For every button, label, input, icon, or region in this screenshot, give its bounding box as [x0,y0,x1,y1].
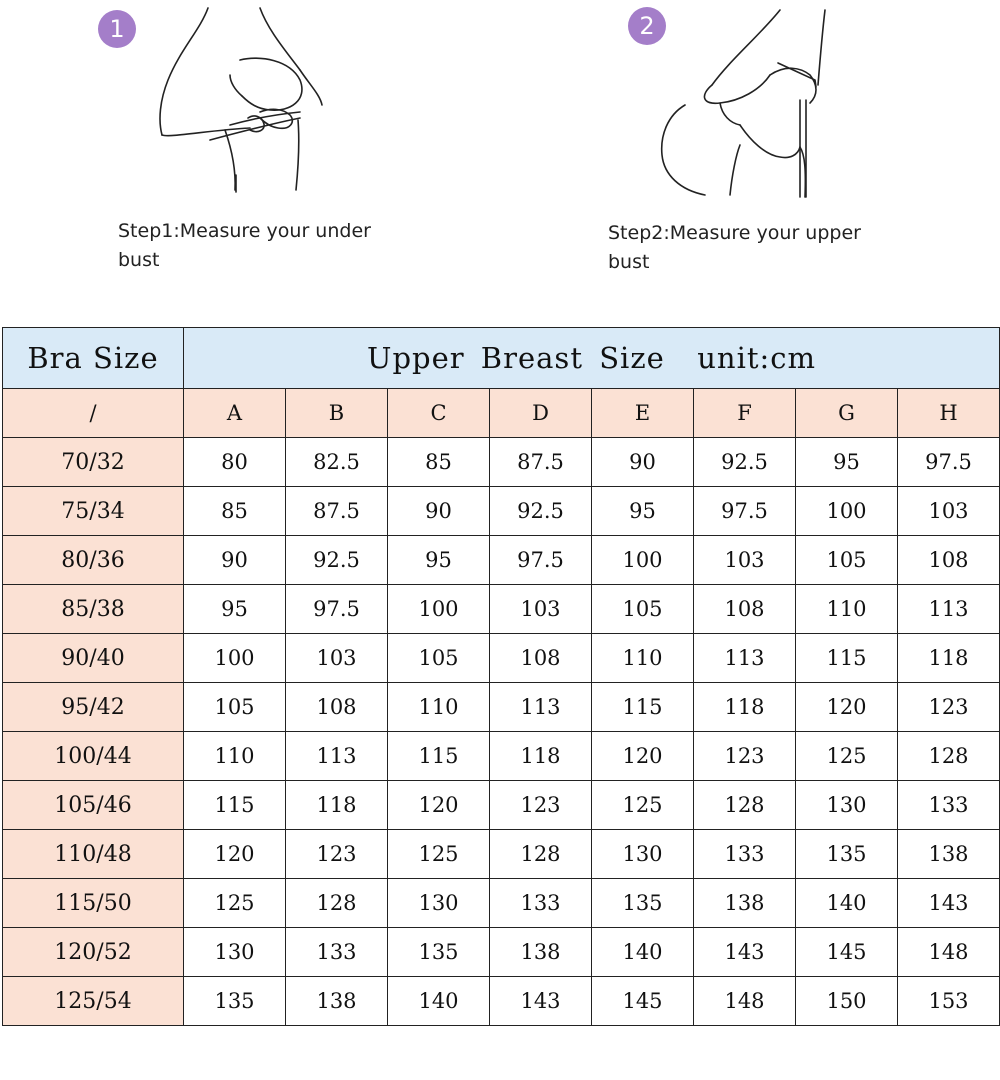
size-value-cell: 143 [694,928,796,977]
size-value-cell: 97.5 [898,438,1000,487]
band-size-cell: 70/32 [3,438,184,487]
band-size-cell: 115/50 [3,879,184,928]
size-value-cell: 123 [490,781,592,830]
upper-bust-measure-illustration [650,5,850,205]
size-value-cell: 128 [286,879,388,928]
size-value-cell: 105 [796,536,898,585]
size-value-cell: 105 [388,634,490,683]
size-value-cell: 103 [694,536,796,585]
size-value-cell: 110 [796,585,898,634]
size-value-cell: 100 [592,536,694,585]
size-value-cell: 125 [592,781,694,830]
size-value-cell: 108 [694,585,796,634]
size-value-cell: 100 [796,487,898,536]
table-row [3,830,1000,879]
size-value-cell: 95 [796,438,898,487]
size-value-cell: 123 [694,732,796,781]
size-value-cell: 125 [796,732,898,781]
size-value-cell: 148 [898,928,1000,977]
size-value-cell: 125 [388,830,490,879]
cup-header-c: C [388,389,490,438]
size-value-cell: 140 [592,928,694,977]
size-value-cell: 108 [490,634,592,683]
size-value-cell: 120 [592,732,694,781]
size-value-cell: 95 [388,536,490,585]
cup-header-g: G [796,389,898,438]
size-value-cell: 108 [286,683,388,732]
cup-header-f: F [694,389,796,438]
band-size-cell: 95/42 [3,683,184,732]
table-row [3,879,1000,928]
band-size-cell: 120/52 [3,928,184,977]
size-value-cell: 100 [388,585,490,634]
band-size-cell: 90/40 [3,634,184,683]
size-value-cell: 90 [388,487,490,536]
size-value-cell: 92.5 [286,536,388,585]
size-value-cell: 130 [184,928,286,977]
table-row [3,536,1000,585]
size-value-cell: 118 [898,634,1000,683]
size-value-cell: 85 [388,438,490,487]
cup-header-e: E [592,389,694,438]
size-value-cell: 90 [592,438,694,487]
table-row [3,634,1000,683]
size-value-cell: 97.5 [286,585,388,634]
band-size-cell: 80/36 [3,536,184,585]
size-value-cell: 110 [184,732,286,781]
size-value-cell: 105 [184,683,286,732]
size-value-cell: 145 [796,928,898,977]
size-value-cell: 115 [184,781,286,830]
size-value-cell: 123 [286,830,388,879]
size-value-cell: 120 [796,683,898,732]
step-2-caption: Step2:Measure your upper bust [608,222,861,273]
size-value-cell: 135 [796,830,898,879]
table-row [3,928,1000,977]
size-value-cell: 120 [388,781,490,830]
size-value-cell: 97.5 [694,487,796,536]
size-value-cell: 135 [184,977,286,1026]
size-value-cell: 150 [796,977,898,1026]
size-value-cell: 133 [694,830,796,879]
step-number-badge: 2 [628,7,666,45]
cup-size-header-row [3,389,1000,438]
band-size-cell: 125/54 [3,977,184,1026]
size-value-cell: 120 [184,830,286,879]
size-value-cell: 135 [592,879,694,928]
size-value-cell: 103 [898,487,1000,536]
size-value-cell: 108 [898,536,1000,585]
bra-size-header: Bra Size [3,328,184,389]
step-2 [500,0,1000,300]
table-row [3,781,1000,830]
step-1 [0,0,500,300]
size-value-cell: 140 [388,977,490,1026]
size-value-cell: 87.5 [286,487,388,536]
size-value-cell: 87.5 [490,438,592,487]
size-value-cell: 138 [490,928,592,977]
size-value-cell: 115 [388,732,490,781]
size-value-cell: 103 [490,585,592,634]
size-value-cell: 130 [796,781,898,830]
size-value-cell: 143 [490,977,592,1026]
step-number-badge: 1 [98,10,136,48]
table-title-row [3,328,1000,389]
size-value-cell: 115 [592,683,694,732]
size-value-cell: 133 [898,781,1000,830]
table-row [3,732,1000,781]
size-value-cell: 138 [286,977,388,1026]
band-size-cell: 105/46 [3,781,184,830]
size-value-cell: 113 [898,585,1000,634]
size-value-cell: 128 [490,830,592,879]
table-row [3,438,1000,487]
step-1-caption: Step1:Measure your under bust [118,220,371,271]
size-value-cell: 138 [898,830,1000,879]
size-value-cell: 148 [694,977,796,1026]
size-value-cell: 118 [694,683,796,732]
size-value-cell: 118 [286,781,388,830]
corner-cell: / [3,389,184,438]
size-value-cell: 113 [490,683,592,732]
size-value-cell: 110 [592,634,694,683]
size-value-cell: 140 [796,879,898,928]
table-body [3,438,1000,1026]
size-value-cell: 82.5 [286,438,388,487]
size-value-cell: 97.5 [490,536,592,585]
size-value-cell: 125 [184,879,286,928]
band-size-cell: 110/48 [3,830,184,879]
bra-size-chart-table [2,327,1000,1026]
size-value-cell: 153 [898,977,1000,1026]
size-value-cell: 128 [898,732,1000,781]
size-value-cell: 103 [286,634,388,683]
table-row [3,977,1000,1026]
size-value-cell: 130 [592,830,694,879]
under-bust-measure-illustration [150,0,350,200]
size-value-cell: 135 [388,928,490,977]
table-row [3,683,1000,732]
size-value-cell: 95 [184,585,286,634]
upper-breast-size-header: Upper Breast Size unit:cm [184,328,1000,389]
size-value-cell: 110 [388,683,490,732]
size-value-cell: 128 [694,781,796,830]
size-value-cell: 90 [184,536,286,585]
size-value-cell: 85 [184,487,286,536]
size-value-cell: 113 [694,634,796,683]
size-value-cell: 113 [286,732,388,781]
size-value-cell: 133 [490,879,592,928]
table-row [3,487,1000,536]
size-value-cell: 143 [898,879,1000,928]
size-value-cell: 92.5 [490,487,592,536]
cup-header-b: B [286,389,388,438]
band-size-cell: 100/44 [3,732,184,781]
size-value-cell: 138 [694,879,796,928]
size-value-cell: 100 [184,634,286,683]
size-value-cell: 95 [592,487,694,536]
size-value-cell: 118 [490,732,592,781]
size-value-cell: 123 [898,683,1000,732]
size-value-cell: 130 [388,879,490,928]
size-value-cell: 145 [592,977,694,1026]
size-value-cell: 80 [184,438,286,487]
cup-header-d: D [490,389,592,438]
size-value-cell: 115 [796,634,898,683]
cup-header-h: H [898,389,1000,438]
band-size-cell: 75/34 [3,487,184,536]
table-row [3,585,1000,634]
size-value-cell: 133 [286,928,388,977]
cup-header-a: A [184,389,286,438]
size-value-cell: 92.5 [694,438,796,487]
band-size-cell: 85/38 [3,585,184,634]
size-value-cell: 105 [592,585,694,634]
